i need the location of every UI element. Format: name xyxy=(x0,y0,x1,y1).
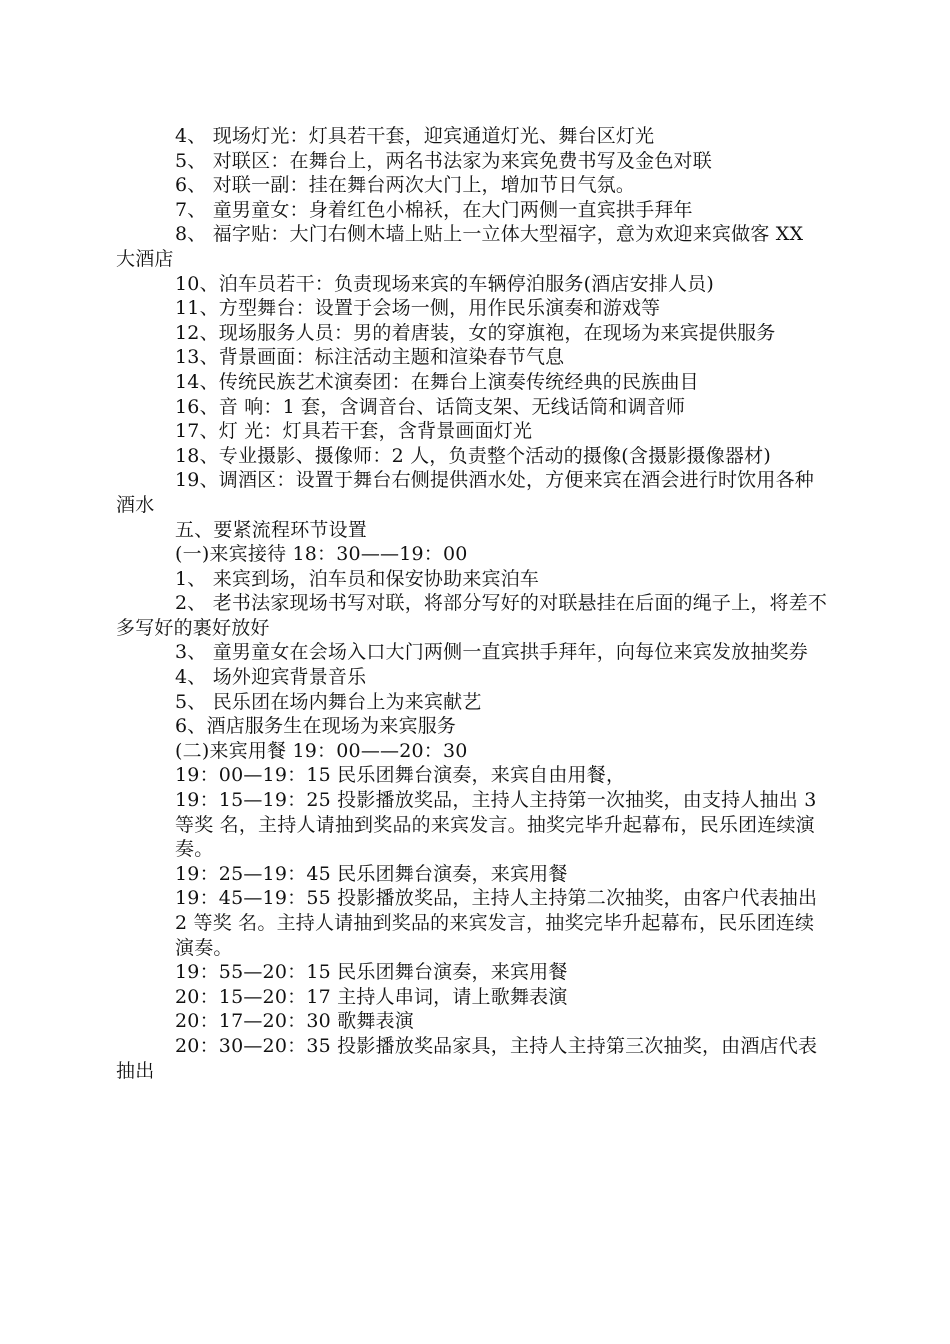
schedule-item-continuation: 等奖 名，主持人请抽到奖品的来宾发言。抽奖完毕升起幕布，民乐团连续演奏。 xyxy=(175,813,815,861)
schedule-item: 19：45—19：55 投影播放奖品，主持人主持第二次抽奖，由客户代表抽出 xyxy=(175,887,818,910)
reception-item-6: 6、酒店服务生在现场为来宾服务 xyxy=(175,715,457,738)
schedule-item: 19：55—20：15 民乐团舞台演奏，来宾用餐 xyxy=(175,961,568,984)
schedule-item: 19：00—19：15 民乐团舞台演奏，来宾自由用餐， xyxy=(175,764,626,787)
reception-item-2: 2、 老书法家现场书写对联，将部分写好的对联悬挂在后面的绳子上，将差不多写好的裹好放好 xyxy=(116,592,828,639)
schedule-item: 20：15—20：17 主持人串词，请上歌舞表演 xyxy=(175,985,568,1008)
paragraph-item-19: 19、调酒区：设置于舞台右侧提供酒水处，方便来宾在酒会进行时饮用各种酒水 xyxy=(116,469,814,516)
paragraph-item-16: 16、音 响：1 套，含调音台、话筒支架、无线话筒和调音师 xyxy=(175,395,686,418)
document-body xyxy=(116,124,828,1083)
reception-item-4: 4、 场外迎宾背景音乐 xyxy=(175,666,367,689)
paragraph-item-17: 17、灯 光：灯具若干套，含背景画面灯光 xyxy=(175,420,533,443)
paragraph-item-12: 12、现场服务人员：男的着唐装，女的穿旗袍，在现场为来宾提供服务 xyxy=(175,321,776,344)
paragraph-item-4: 4、 现场灯光：灯具若干套，迎宾通道灯光、舞台区灯光 xyxy=(175,125,655,147)
paragraph-item-6: 6、 对联一副：挂在舞台两次大门上，增加节日气氛。 xyxy=(175,174,636,197)
paragraph-item-13: 13、背景画面：标注活动主题和渲染春节气息 xyxy=(175,346,565,369)
reception-item-3: 3、 童男童女在会场入口大门两侧一直宾拱手拜年，向每位来宾发放抽奖券 xyxy=(175,641,808,664)
section-heading: 五、要紧流程环节设置 xyxy=(175,518,368,541)
reception-item-5: 5、 民乐团在场内舞台上为来宾献艺 xyxy=(175,690,482,713)
subsection-heading-reception: (一)来宾接待 18：30——19：00 xyxy=(175,543,468,566)
paragraph-item-14: 14、传统民族艺术演奏团：在舞台上演奏传统经典的民族曲目 xyxy=(175,370,699,393)
reception-item-1: 1、 来宾到场，泊车员和保安协助来宾泊车 xyxy=(175,567,540,590)
paragraph-item-7: 7、 童男童女：身着红色小棉袄，在大门两侧一直宾拱手拜年 xyxy=(175,198,693,221)
paragraph-item-8: 8、 福字贴：大门右侧木墙上贴上一立体大型福字，意为欢迎来宾做客 XX 大酒店 xyxy=(116,223,810,270)
paragraph-item-18: 18、专业摄影、摄像师：2 人，负责整个活动的摄像(含摄影摄像器材) xyxy=(175,444,771,467)
paragraph-item-10: 10、泊车员若干：负责现场来宾的车辆停泊服务(酒店安排人员) xyxy=(175,272,715,295)
paragraph-item-11: 11、方型舞台：设置于会场一侧，用作民乐演奏和游戏等 xyxy=(175,297,661,320)
subsection-heading-dining: (二)来宾用餐 19：00——20：30 xyxy=(175,739,468,762)
schedule-item-continuation: 2 等奖 名。主持人请抽到奖品的来宾发言，抽奖完毕升起幕布，民乐团连续演奏。 xyxy=(175,912,815,959)
schedule-item: 19：25—19：45 民乐团舞台演奏，来宾用餐 xyxy=(175,862,568,885)
schedule-item: 19：15—19：25 投影播放奖品，主持人主持第一次抽奖，由支持人抽出 3 xyxy=(175,789,817,812)
schedule-item: 20：30—20：35 投影播放奖品家具，主持人主持第三次抽奖，由酒店代表抽出 xyxy=(116,1034,818,1082)
paragraph-item-5: 5、 对联区：在舞台上，两名书法家为来宾免费书写及金色对联 xyxy=(175,149,712,172)
schedule-item: 20：17—20：30 歌舞表演 xyxy=(175,1010,414,1033)
